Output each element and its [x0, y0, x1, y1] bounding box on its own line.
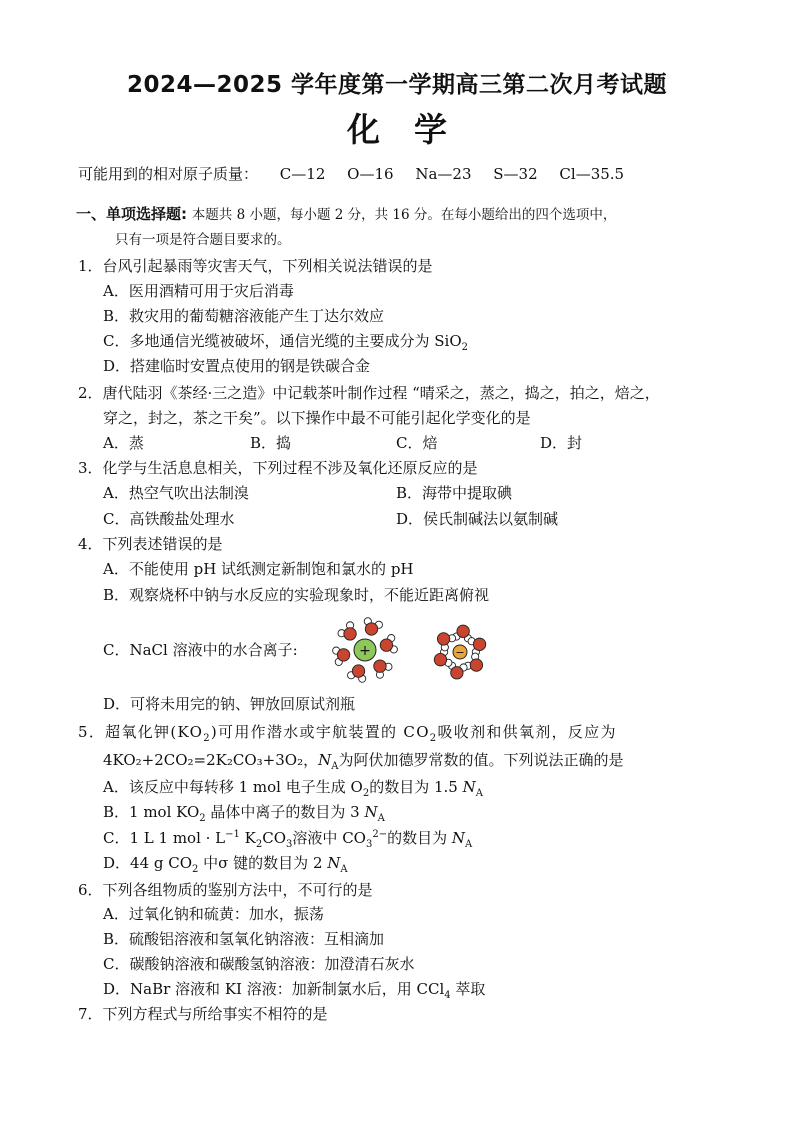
q5-c-sup: −1: [225, 829, 240, 840]
cation-sign: +: [359, 643, 371, 659]
mass-cl: Cl—35.5: [559, 165, 625, 183]
q2-stem-2: 穿之，封之，茶之干矣”。以下操作中最不可能引起化学变化的是: [103, 409, 531, 427]
hydrated-anion: [434, 625, 486, 679]
q5-c-na: N: [451, 829, 465, 847]
oxygen-atom: [457, 625, 469, 637]
q1-c-text: C．多地通信光缆被破坏，通信光缆的主要成分为 SiO: [103, 332, 462, 350]
q5-c-sub2: 3: [286, 839, 293, 850]
oxygen-atom: [380, 639, 392, 651]
q5-a-na: N: [462, 778, 476, 796]
q4-stem: 4．下列表述错误的是: [78, 535, 223, 553]
mass-s: S—32: [493, 165, 538, 183]
oxygen-atom: [437, 633, 449, 645]
cation-water-3: [348, 665, 366, 682]
q5-l1a: 5．超氧化钾: [78, 723, 171, 741]
oxygen-atom: [473, 638, 485, 650]
hydrated-cation: [333, 618, 398, 683]
q5-b-pre: B．1 mol KO: [103, 803, 200, 821]
q4-option-b: B．观察烧杯中钠与水反应的实验现象时，不能近距离俯视: [103, 586, 490, 604]
q5-stem-1: [78, 722, 617, 742]
q2-stem-1: 2．唐代陆羽《茶经·三之造》中记载茶叶制作过程 “晴采之，蒸之，捣之，拍之，焙之，: [78, 384, 660, 402]
cation-water-2: [374, 660, 392, 678]
q6-d-post: 萃取: [450, 980, 486, 998]
q5-option-a: [103, 777, 483, 797]
q5-c-mid: K: [239, 829, 256, 847]
q5-a-pre: A．该反应中每转移 1 mol 电子生成 O: [103, 778, 363, 796]
mass-o: O—16: [347, 165, 394, 183]
q3-option-b: B．海带中提取碘: [396, 484, 513, 502]
q5-d-sub: 2: [192, 864, 199, 875]
q4-option-d: D．可将未用完的钠、钾放回原试剂瓶: [103, 695, 356, 713]
section-desc-2: 只有一项是符合题目要求的。: [115, 232, 291, 248]
q5-d-pre: D．44 g CO: [103, 854, 193, 872]
q5-l1-paren: (KO: [170, 723, 204, 741]
cation-water-0: [364, 618, 382, 635]
masses-label: 可能用到的相对原子质量：: [78, 165, 259, 183]
q3-option-c: C．高铁酸盐处理水: [103, 510, 235, 528]
anion-water-1: [468, 638, 486, 656]
cation-water-1: [380, 634, 397, 652]
q4-option-c: C．NaCl 溶液中的水合离子:: [103, 641, 298, 659]
oxygen-atom: [374, 660, 386, 672]
q1-option-c: [103, 331, 468, 351]
q5-l1b-sub: 2: [429, 733, 438, 744]
q6-stem: 6．下列各组物质的鉴别方法中，不可行的是: [78, 881, 373, 899]
q6-option-a: A．过氧化钠和硫黄：加水，振荡: [103, 905, 324, 923]
q5-c-mid2: CO: [262, 829, 287, 847]
section-title: 一、单项选择题:: [76, 205, 187, 223]
cation-water-5: [338, 622, 356, 640]
oxygen-atom: [470, 659, 482, 671]
q5-l1-paren-close: ): [210, 723, 219, 741]
atomic-masses: [78, 163, 624, 184]
q2-option-a: A．蒸: [103, 434, 144, 452]
q5-option-c: [103, 828, 472, 848]
anion-water-5: [437, 633, 455, 651]
anion-sign: −: [455, 646, 465, 659]
q5-c-sub3: 3: [365, 839, 373, 850]
q5-na-sub: A: [331, 761, 339, 772]
q2-option-c: C．焙: [396, 434, 438, 452]
cation-water-4: [333, 647, 350, 665]
q5-equation: 4KO₂+2CO₂=2K₂CO₃+3O₂，: [103, 751, 319, 769]
q5-c-pre: C．1 L 1 mol · L: [103, 829, 226, 847]
q5-option-b: [103, 802, 385, 822]
anion-water-4: [434, 648, 452, 666]
exam-title: 2024—2025 学年度第一学期高三第二次月考试题: [126, 72, 668, 98]
q1-c-sub: 2: [461, 342, 468, 353]
section-heading: [76, 203, 616, 224]
q5-b-mid: 晶体中离子的数目为 3: [205, 803, 365, 821]
q5-c-mid3: 溶液中 CO: [292, 829, 366, 847]
oxygen-atom: [344, 628, 356, 640]
q1-stem: 1．台风引起暴雨等灾害天气，下列相关说法错误的是: [78, 257, 433, 275]
q5-na: N: [318, 751, 332, 769]
q5-c-na-sub: A: [465, 839, 473, 850]
q6-d-sub: 4: [444, 990, 451, 1001]
q5-stem-2: [103, 750, 623, 770]
q4-option-a: A．不能使用 pH 试纸测定新制饱和氯水的 pH: [103, 560, 414, 578]
q6-option-b: B．硫酸铝溶液和氢氧化钠溶液：互相滴加: [103, 930, 385, 948]
q5-d-mid: 中σ 键的数目为 2: [198, 854, 328, 872]
q1-option-b: B．救灾用的葡萄糖溶液能产生丁达尔效应: [103, 307, 385, 325]
hydrated-ions-figure: [326, 612, 502, 696]
q5-c-sup3: 2−: [372, 829, 388, 840]
q5-d-na-sub: A: [340, 864, 348, 875]
q6-d-pre: D．NaBr 溶液和 KI 溶液：加新制氯水后，用 CCl: [103, 980, 445, 998]
q5-a-sub: 2: [362, 788, 370, 799]
oxygen-atom: [365, 623, 377, 635]
q5-a-na-sub: A: [475, 788, 483, 799]
mass-na: Na—23: [415, 165, 472, 183]
mass-c: C—12: [279, 165, 326, 183]
subject-title: 化学: [347, 110, 481, 149]
q5-d-na: N: [327, 854, 341, 872]
oxygen-atom: [451, 667, 463, 679]
q6-option-c: C．碳酸钠溶液和碳酸氢钠溶液：加澄清石灰水: [103, 955, 415, 973]
q1-option-d: D．搭建临时安置点使用的钢是铁碳合金: [103, 357, 371, 375]
section-desc-1: 本题共 8 小题，每小题 2 分，共 16 分。在每小题给出的四个选项中，: [191, 207, 617, 223]
oxygen-atom: [352, 665, 364, 677]
q5-b-na: N: [364, 803, 378, 821]
q5-l1-paren-sub: 2: [203, 733, 211, 744]
q1-option-a: A．医用酒精可用于灾后消毒: [103, 282, 294, 300]
q2-option-b: B．捣: [250, 434, 292, 452]
q2-option-d: D．封: [540, 434, 583, 452]
q3-option-a: A．热空气吹出法制溴: [103, 484, 249, 502]
q5-b-na-sub: A: [377, 813, 385, 824]
q5-c-mid4: 的数目为: [387, 829, 452, 847]
oxygen-atom: [337, 649, 349, 661]
section-desc-2-row: [115, 228, 291, 248]
q5-l1c: 吸收剂和供氧剂，反应为: [437, 723, 617, 741]
q7-stem: 7．下列方程式与所给事实不相符的是: [78, 1005, 328, 1023]
q5-c-sub1: 2: [255, 839, 263, 850]
q5-option-d: [103, 853, 348, 873]
q5-b-sub: 2: [199, 813, 206, 824]
q5-l1b: 可用作潜水或宇航装置的 CO: [218, 723, 430, 741]
q5-l2-rest: 为阿伏加德罗常数的值。下列说法正确的是: [338, 751, 624, 769]
q6-option-d: [103, 979, 485, 999]
hydrated-ions-svg: [326, 612, 502, 692]
oxygen-atom: [434, 653, 446, 665]
q3-option-d: D．侯氏制碱法以氨制碱: [396, 510, 559, 528]
q3-stem: 3．化学与生活息息相关，下列过程不涉及氧化还原反应的是: [78, 459, 478, 477]
q5-a-mid: 的数目为 1.5: [369, 778, 463, 796]
